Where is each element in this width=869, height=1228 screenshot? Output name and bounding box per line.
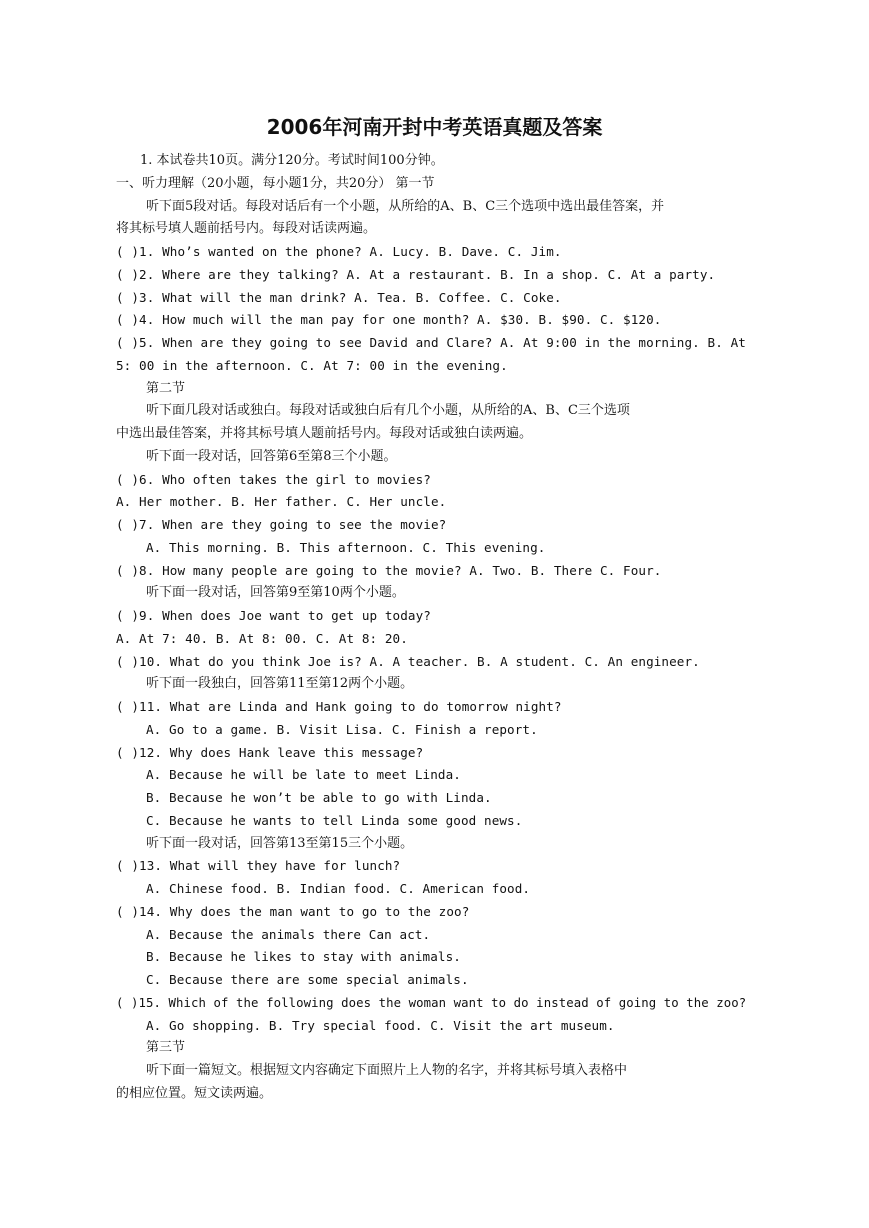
option-line: A. Her mother. B. Her father. C. Her uncle. <box>116 494 447 510</box>
question-line: ( )10. What do you think Joe is? A. A teacher. B. A student. C. An engineer. <box>116 653 700 669</box>
option-line: A. Because the animals there Can act. <box>146 926 431 942</box>
option-line: A. At 7: 40. B. At 8: 00. C. At 8: 20. <box>116 630 408 646</box>
question-line: ( )1. Who’s wanted on the phone? A. Lucy. B. Dave. C. Jim. <box>116 244 562 259</box>
question-line: ( )3. What will the man drink? A. Tea. B. Coffee. C. Coke. <box>116 289 562 305</box>
instruction-line: 中选出最佳答案，并将其标号填人题前括号内。每段对话或独白读两遍。 <box>116 426 533 441</box>
question-line: ( )15. Which of the following does the woman want to do instead of going to the zoo? <box>116 995 747 1010</box>
option-line: A. Go to a game. B. Visit Lisa. C. Finish a report. <box>146 721 538 737</box>
question-line: ( )2. Where are they talking? A. At a restaurant. B. In a shop. C. At a party. <box>116 266 716 282</box>
instruction-line: 听下面5段对话。每段对话后有一个小题，从所给的A、B、C三个选项中选出最佳答案，并 <box>146 198 665 214</box>
option-line: A. Chinese food. B. Indian food. C. American food. <box>146 881 531 896</box>
instruction-line: 将其标号填人题前括号内。每段对话读两遍。 <box>116 221 377 237</box>
instruction-line: 听下面一段对话，回答第13至第15三个小题。 <box>146 835 414 851</box>
instruction-line: 的相应位置。短文读两遍。 <box>116 1085 273 1101</box>
page-title: 2006年河南开封中考英语真题及答案 <box>266 115 603 139</box>
option-line: B. Because he likes to stay with animals. <box>146 949 461 965</box>
instruction-line: 1. 本试卷共10页。满分120分。考试时间100分钟。 <box>140 153 444 168</box>
option-line: A. This morning. B. This afternoon. C. This evening. <box>146 539 546 555</box>
section-heading: 一、听力理解（20小题，每小题1分，共20分） 第一节 <box>116 175 435 191</box>
option-line: C. Because he wants to tell Linda some good news. <box>146 812 523 828</box>
question-line: ( )14. Why does the man want to go to the zoo? <box>116 903 470 919</box>
instruction-line: 听下面一段对话，回答第9至第10两个小题。 <box>146 585 405 601</box>
instruction-line: 听下面一篇短文。根据短文内容确定下面照片上人物的名字，并将其标号填入表格中 <box>146 1063 628 1078</box>
question-line: ( )7. When are they going to see the movie? <box>116 517 447 532</box>
option-line: B. Because he won’t be able to go with Linda. <box>146 790 492 805</box>
section-heading: 第三节 <box>146 1040 186 1056</box>
instruction-line: 听下面一段对话，回答第6至第8三个小题。 <box>146 448 397 464</box>
question-line: ( )4. How much will the man pay for one month? A. $30. B. $90. C. $120. <box>116 312 662 328</box>
question-line: ( )6. Who often takes the girl to movies? <box>116 471 431 487</box>
question-line: ( )5. When are they going to see David and Clare? A. At 9:00 in the morning. B. At <box>116 335 746 350</box>
question-line: ( )8. How many people are going to the movie? A. Two. B. There C. Four. <box>116 562 662 578</box>
instruction-line: 听下面一段独白，回答第11至第12两个小题。 <box>146 676 414 692</box>
exam-body <box>116 150 756 1106</box>
option-line: A. Because he will be late to meet Linda. <box>146 767 461 783</box>
question-line: ( )9. When does Joe want to get up today? <box>116 608 431 623</box>
option-line: A. Go shopping. B. Try special food. C. Visit the art museum. <box>146 1017 615 1033</box>
instruction-line: 听下面几段对话或独白。每段对话或独白后有几个小题，从所给的A、B、C三个选项 <box>146 403 630 419</box>
question-line: 5: 00 in the afternoon. C. At 7: 00 in the evening. <box>116 357 508 373</box>
question-line: ( )11. What are Linda and Hank going to do tomorrow night? <box>116 699 562 714</box>
section-heading: 第二节 <box>146 380 186 396</box>
question-line: ( )12. Why does Hank leave this message? <box>116 744 424 760</box>
question-line: ( )13. What will they have for lunch? <box>116 858 401 874</box>
option-line: C. Because there are some special animals. <box>146 972 469 987</box>
